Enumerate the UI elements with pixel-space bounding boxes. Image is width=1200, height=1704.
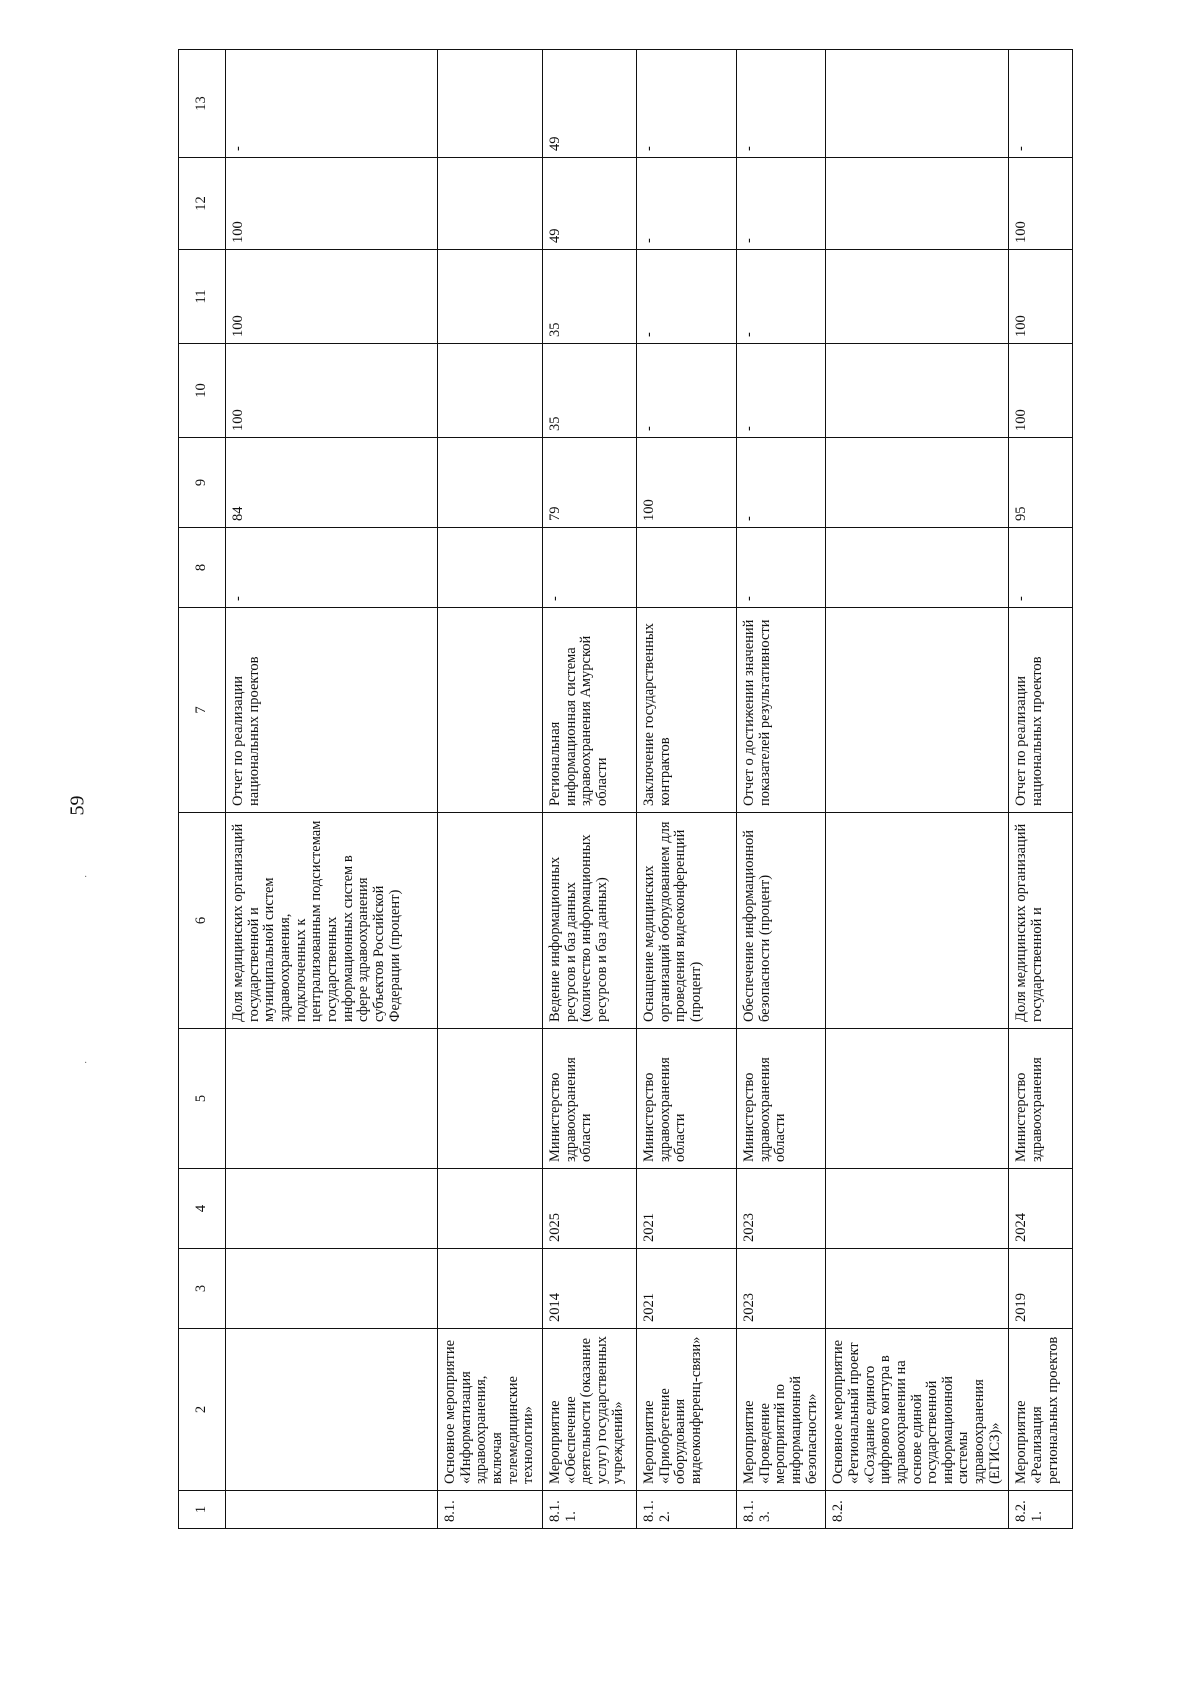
table-cell: Ведение информационных ресурсов и баз данных (количество информационных ресурсов и баз данных) bbox=[542, 813, 636, 1029]
table-cell: Основное мероприятие «Региональный проект «Создание единого цифрового контура в здравоохранении на основе единой государственной информационной системы здравоохранения (ЕГИСЗ)» bbox=[826, 1329, 1009, 1491]
table-cell: 2021 bbox=[636, 1249, 736, 1329]
header-cell: 3 bbox=[179, 1249, 226, 1329]
table-cell bbox=[438, 1029, 543, 1169]
table-cell: 35 bbox=[542, 344, 636, 438]
table-cell bbox=[826, 1169, 1009, 1249]
header-cell: 7 bbox=[179, 608, 226, 813]
table-cell: 100 bbox=[1009, 250, 1073, 344]
header-cell: 1 bbox=[179, 1491, 226, 1529]
table-cell: 2019 bbox=[1009, 1249, 1073, 1329]
table-cell: 8.1. bbox=[438, 1491, 543, 1529]
table-cell bbox=[438, 250, 543, 344]
table-cell: Отчет по реализации национальных проектов bbox=[1009, 608, 1073, 813]
table-cell: Министерство здравоохранения bbox=[1009, 1029, 1073, 1169]
table-cell: 8.1.1. bbox=[542, 1491, 636, 1529]
table-cell bbox=[826, 813, 1009, 1029]
table-cell: 8.1.2. bbox=[636, 1491, 736, 1529]
rotated-table-container bbox=[178, 50, 1116, 1529]
table-cell: 49 bbox=[542, 50, 636, 158]
table-cell: 2024 bbox=[1009, 1169, 1073, 1249]
table-row bbox=[438, 50, 543, 1529]
table-cell: 2025 bbox=[542, 1169, 636, 1249]
table-cell: Министерство здравоохранения области bbox=[636, 1029, 736, 1169]
table-cell bbox=[826, 1029, 1009, 1169]
header-cell: 6 bbox=[179, 813, 226, 1029]
header-cell: 12 bbox=[179, 158, 226, 250]
table-cell: 100 bbox=[226, 344, 438, 438]
table-cell: - bbox=[226, 528, 438, 608]
table-cell: - bbox=[736, 528, 825, 608]
table-cell: 100 bbox=[226, 158, 438, 250]
table-cell: Доля медицинских организаций государственной и муниципальной систем здравоохранения, подключенных к централизованным подсистемам государственных информационных систем в сфере здравоохранения субъектов Российской Федерации (процент) bbox=[226, 813, 438, 1029]
header-cell: 9 bbox=[179, 438, 226, 528]
table-row bbox=[1009, 50, 1073, 1529]
table-cell: 8.2.1. bbox=[1009, 1491, 1073, 1529]
header-cell: 13 bbox=[179, 50, 226, 158]
table-cell: Отчет о достижении значений показателей результативности bbox=[736, 608, 825, 813]
table-cell: 2014 bbox=[542, 1249, 636, 1329]
table-cell: Региональная информационная система здравоохранения Амурской области bbox=[542, 608, 636, 813]
table-cell: 2023 bbox=[736, 1169, 825, 1249]
table-cell bbox=[438, 50, 543, 158]
table-cell bbox=[826, 344, 1009, 438]
table-cell: 79 bbox=[542, 438, 636, 528]
table-cell bbox=[226, 1249, 438, 1329]
header-cell: 8 bbox=[179, 528, 226, 608]
table-cell bbox=[636, 528, 736, 608]
header-cell: 2 bbox=[179, 1329, 226, 1491]
table-cell: 84 bbox=[226, 438, 438, 528]
page-number: 59 bbox=[66, 795, 89, 816]
table-row bbox=[736, 50, 825, 1529]
table-cell: Мероприятие «Реализация региональных проектов bbox=[1009, 1329, 1073, 1491]
program-measures-table bbox=[178, 49, 1073, 1529]
table-cell bbox=[226, 1491, 438, 1529]
table-cell: Министерство здравоохранения области bbox=[736, 1029, 825, 1169]
table-cell: - bbox=[736, 250, 825, 344]
table-cell: 49 bbox=[542, 158, 636, 250]
table-cell: - bbox=[636, 250, 736, 344]
table-cell bbox=[826, 1249, 1009, 1329]
table-cell bbox=[826, 158, 1009, 250]
table-cell: Министерство здравоохранения области bbox=[542, 1029, 636, 1169]
table-cell: Мероприятие «Обеспечение деятельности (оказание услуг) государственных учреждений» bbox=[542, 1329, 636, 1491]
table-cell: 2023 bbox=[736, 1249, 825, 1329]
scan-speck: · bbox=[84, 1058, 88, 1069]
table-cell: Оснащение медицинских организаций оборудованием для проведения видеоконференций (процент) bbox=[636, 813, 736, 1029]
table-cell: - bbox=[1009, 50, 1073, 158]
table-cell: 100 bbox=[1009, 158, 1073, 250]
table-cell bbox=[826, 438, 1009, 528]
table-row bbox=[636, 50, 736, 1529]
table-cell bbox=[438, 158, 543, 250]
table-cell bbox=[438, 608, 543, 813]
table-cell: Заключение государственных контрактов bbox=[636, 608, 736, 813]
header-cell: 5 bbox=[179, 1029, 226, 1169]
table-cell: 8.2. bbox=[826, 1491, 1009, 1529]
table-cell bbox=[438, 528, 543, 608]
header-cell: 4 bbox=[179, 1169, 226, 1249]
table-cell: 8.1.3. bbox=[736, 1491, 825, 1529]
table-cell bbox=[438, 1169, 543, 1249]
table-cell: 95 bbox=[1009, 438, 1073, 528]
table-cell bbox=[226, 1029, 438, 1169]
table-cell: Мероприятие «Проведение мероприятий по информационной безопасности» bbox=[736, 1329, 825, 1491]
table-cell: - bbox=[736, 158, 825, 250]
table-cell: Доля медицинских организаций государственной и bbox=[1009, 813, 1073, 1029]
table-cell: - bbox=[736, 438, 825, 528]
table-cell bbox=[438, 813, 543, 1029]
scan-speck: · bbox=[84, 872, 88, 883]
table-cell: - bbox=[736, 50, 825, 158]
header-cell: 11 bbox=[179, 250, 226, 344]
table-cell bbox=[438, 438, 543, 528]
table-cell bbox=[826, 50, 1009, 158]
table-cell: Мероприятие «Приобретение оборудования видеоконференц-связи» bbox=[636, 1329, 736, 1491]
table-cell: - bbox=[636, 50, 736, 158]
table-cell bbox=[226, 1169, 438, 1249]
table-cell: 35 bbox=[542, 250, 636, 344]
table-cell: 100 bbox=[636, 438, 736, 528]
table-row bbox=[826, 50, 1009, 1529]
table-cell: 2021 bbox=[636, 1169, 736, 1249]
table-cell: - bbox=[542, 528, 636, 608]
table-cell: 100 bbox=[1009, 344, 1073, 438]
table-cell: - bbox=[636, 344, 736, 438]
table-cell: Основное мероприятие «Информатизация здравоохранения, включая телемедицинские технологии» bbox=[438, 1329, 543, 1491]
table-cell: - bbox=[636, 158, 736, 250]
table-cell bbox=[438, 344, 543, 438]
table-cell: - bbox=[736, 344, 825, 438]
table-cell: - bbox=[1009, 528, 1073, 608]
table-row bbox=[226, 50, 438, 1529]
table-cell bbox=[226, 1329, 438, 1491]
table-cell bbox=[826, 528, 1009, 608]
table-cell: - bbox=[226, 50, 438, 158]
table-cell: Обеспечение информационной безопасности (процент) bbox=[736, 813, 825, 1029]
table-header-row bbox=[179, 50, 226, 1529]
table-row bbox=[542, 50, 636, 1529]
table-cell: 100 bbox=[226, 250, 438, 344]
table-cell bbox=[438, 1249, 543, 1329]
table-cell bbox=[826, 608, 1009, 813]
table-cell bbox=[826, 250, 1009, 344]
table-cell: Отчет по реализации национальных проектов bbox=[226, 608, 438, 813]
header-cell: 10 bbox=[179, 344, 226, 438]
